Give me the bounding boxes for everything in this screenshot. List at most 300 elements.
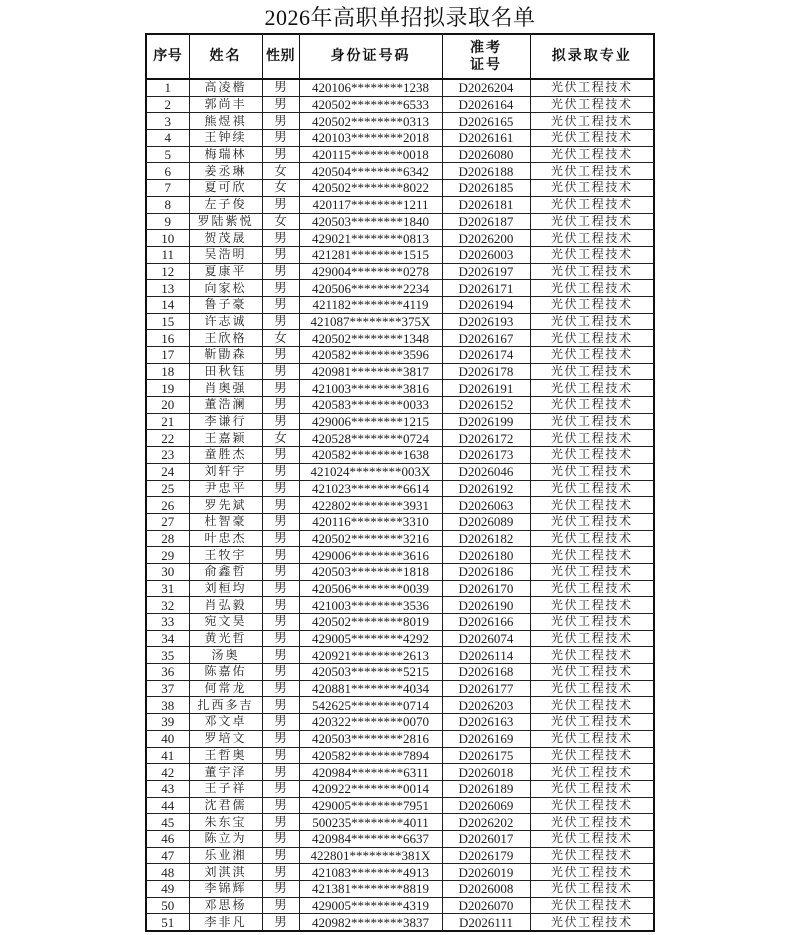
cell-gender: 男 [262,413,299,430]
cell-id-number: 420103********2018 [299,130,442,147]
cell-exam-number: D2026188 [442,163,530,180]
table-row [146,881,654,898]
cell-gender: 男 [262,597,299,614]
cell-exam-number: D2026187 [442,213,530,230]
table-row [146,463,654,480]
table-row [146,680,654,697]
cell-id-number: 420582********7894 [299,747,442,764]
cell-serial-number: 14 [146,296,189,313]
cell-id-number: 429005********4292 [299,630,442,647]
table-row [146,580,654,597]
table-body [146,79,654,931]
cell-admitted-major: 光伏工程技术 [530,480,654,497]
table-row [146,330,654,347]
cell-id-number: 422801********381X [299,847,442,864]
cell-exam-number: D2026186 [442,563,530,580]
cell-serial-number: 36 [146,664,189,681]
cell-name: 王嘉颖 [189,430,262,447]
cell-id-number: 420503********5215 [299,664,442,681]
cell-id-number: 420502********0313 [299,113,442,130]
cell-gender: 男 [262,463,299,480]
cell-gender: 男 [262,697,299,714]
cell-exam-number: D2026203 [442,697,530,714]
header-admitted-major: 拟录取专业 [530,34,654,79]
cell-exam-number: D2026191 [442,380,530,397]
cell-exam-number: D2026008 [442,881,530,898]
cell-admitted-major: 光伏工程技术 [530,163,654,180]
cell-admitted-major: 光伏工程技术 [530,680,654,697]
cell-name: 王牧宇 [189,547,262,564]
cell-exam-number: D2026161 [442,130,530,147]
cell-serial-number: 13 [146,280,189,297]
cell-id-number: 420322********0070 [299,714,442,731]
cell-serial-number: 10 [146,230,189,247]
cell-serial-number: 28 [146,530,189,547]
table-row [146,664,654,681]
cell-serial-number: 46 [146,830,189,847]
cell-exam-number: D2026179 [442,847,530,864]
cell-admitted-major: 光伏工程技术 [530,780,654,797]
cell-admitted-major: 光伏工程技术 [530,146,654,163]
table-row [146,96,654,113]
cell-admitted-major: 光伏工程技术 [530,413,654,430]
cell-gender: 男 [262,230,299,247]
cell-id-number: 420921********2613 [299,647,442,664]
cell-admitted-major: 光伏工程技术 [530,230,654,247]
table-row [146,230,654,247]
cell-serial-number: 22 [146,430,189,447]
cell-gender: 男 [262,79,299,96]
cell-serial-number: 39 [146,714,189,731]
cell-serial-number: 8 [146,196,189,213]
cell-serial-number: 38 [146,697,189,714]
cell-admitted-major: 光伏工程技术 [530,347,654,364]
cell-exam-number: D2026199 [442,413,530,430]
cell-gender: 男 [262,847,299,864]
table-row [146,630,654,647]
table-row [146,413,654,430]
cell-name: 罗先斌 [189,497,262,514]
table-row [146,146,654,163]
cell-gender: 男 [262,447,299,464]
cell-admitted-major: 光伏工程技术 [530,246,654,263]
table-row [146,380,654,397]
cell-gender: 女 [262,163,299,180]
cell-name: 肖奥强 [189,380,262,397]
cell-serial-number: 6 [146,163,189,180]
header-exam-number-line2: 证号 [470,56,502,73]
cell-gender: 男 [262,246,299,263]
cell-admitted-major: 光伏工程技术 [530,497,654,514]
cell-serial-number: 44 [146,797,189,814]
cell-gender: 男 [262,864,299,881]
cell-name: 李锦辉 [189,881,262,898]
cell-gender: 男 [262,547,299,564]
cell-id-number: 420503********1818 [299,563,442,580]
cell-id-number: 429006********3616 [299,547,442,564]
cell-id-number: 429021********0813 [299,230,442,247]
cell-admitted-major: 光伏工程技术 [530,814,654,831]
cell-id-number: 420117********1211 [299,196,442,213]
cell-exam-number: D2026197 [442,263,530,280]
table-row [146,397,654,414]
cell-exam-number: D2026204 [442,79,530,96]
admission-roster-table [145,33,655,932]
cell-serial-number: 25 [146,480,189,497]
cell-name: 尹忠平 [189,480,262,497]
cell-gender: 男 [262,363,299,380]
table-row [146,897,654,914]
cell-exam-number: D2026111 [442,914,530,931]
cell-serial-number: 30 [146,563,189,580]
cell-id-number: 420583********0033 [299,397,442,414]
cell-id-number: 421281********1515 [299,246,442,263]
cell-serial-number: 34 [146,630,189,647]
cell-id-number: 420506********0039 [299,580,442,597]
document-title: 2026年高职单招拟录取名单 [264,5,536,30]
cell-admitted-major: 光伏工程技术 [530,864,654,881]
cell-admitted-major: 光伏工程技术 [530,213,654,230]
cell-serial-number: 31 [146,580,189,597]
cell-exam-number: D2026166 [442,614,530,631]
cell-serial-number: 45 [146,814,189,831]
cell-name: 田秋钰 [189,363,262,380]
cell-admitted-major: 光伏工程技术 [530,280,654,297]
cell-exam-number: D2026046 [442,463,530,480]
cell-name: 陈嘉佑 [189,664,262,681]
cell-gender: 男 [262,814,299,831]
cell-gender: 女 [262,330,299,347]
cell-gender: 男 [262,664,299,681]
table-row [146,180,654,197]
cell-admitted-major: 光伏工程技术 [530,914,654,931]
cell-exam-number: D2026152 [442,397,530,414]
table-row [146,814,654,831]
cell-admitted-major: 光伏工程技术 [530,881,654,898]
table-header [146,34,654,79]
cell-name: 邓思杨 [189,897,262,914]
table-row [146,530,654,547]
cell-admitted-major: 光伏工程技术 [530,764,654,781]
cell-exam-number: D2026089 [442,513,530,530]
cell-id-number: 429005********4319 [299,897,442,914]
header-exam-number [442,34,530,79]
cell-exam-number: D2026165 [442,113,530,130]
cell-gender: 女 [262,180,299,197]
table-row [146,547,654,564]
table-row [146,163,654,180]
cell-name: 童胜杰 [189,447,262,464]
cell-admitted-major: 光伏工程技术 [530,730,654,747]
cell-serial-number: 26 [146,497,189,514]
cell-exam-number: D2026202 [442,814,530,831]
cell-exam-number: D2026189 [442,780,530,797]
cell-id-number: 420922********0014 [299,780,442,797]
cell-serial-number: 37 [146,680,189,697]
cell-name: 刘淇淇 [189,864,262,881]
cell-exam-number: D2026164 [442,96,530,113]
cell-name: 沈君儒 [189,797,262,814]
cell-id-number: 420502********1348 [299,330,442,347]
cell-exam-number: D2026170 [442,580,530,597]
cell-gender: 男 [262,580,299,597]
table-row [146,697,654,714]
cell-serial-number: 23 [146,447,189,464]
cell-name: 靳勖森 [189,347,262,364]
header-gender: 性别 [262,34,299,79]
cell-admitted-major: 光伏工程技术 [530,513,654,530]
cell-serial-number: 3 [146,113,189,130]
cell-admitted-major: 光伏工程技术 [530,313,654,330]
cell-exam-number: D2026181 [442,196,530,213]
header-exam-number-line1: 准考 [470,39,502,56]
table-row [146,480,654,497]
cell-admitted-major: 光伏工程技术 [530,463,654,480]
cell-id-number: 429004********0278 [299,263,442,280]
cell-exam-number: D2026173 [442,447,530,464]
table-row [146,647,654,664]
cell-gender: 男 [262,146,299,163]
cell-gender: 男 [262,380,299,397]
cell-name: 梅瑞林 [189,146,262,163]
table-row [146,196,654,213]
cell-serial-number: 50 [146,897,189,914]
cell-gender: 男 [262,780,299,797]
table-row [146,730,654,747]
cell-exam-number: D2026178 [442,363,530,380]
table-row [146,513,654,530]
cell-id-number: 420106********1238 [299,79,442,96]
cell-id-number: 421381********8819 [299,881,442,898]
table-row [146,280,654,297]
table-row [146,847,654,864]
cell-exam-number: D2026190 [442,597,530,614]
table-row [146,263,654,280]
table-row [146,313,654,330]
cell-gender: 男 [262,614,299,631]
cell-gender: 男 [262,296,299,313]
cell-name: 郭尚丰 [189,96,262,113]
cell-name: 夏可欣 [189,180,262,197]
cell-serial-number: 4 [146,130,189,147]
cell-admitted-major: 光伏工程技术 [530,830,654,847]
cell-name: 宛文昊 [189,614,262,631]
table-row [146,213,654,230]
cell-admitted-major: 光伏工程技术 [530,180,654,197]
cell-exam-number: D2026080 [442,146,530,163]
table-row [146,764,654,781]
cell-admitted-major: 光伏工程技术 [530,447,654,464]
cell-exam-number: D2026172 [442,430,530,447]
cell-name: 吴浩明 [189,246,262,263]
table-row [146,113,654,130]
cell-exam-number: D2026163 [442,714,530,731]
cell-admitted-major: 光伏工程技术 [530,630,654,647]
cell-name: 黄光哲 [189,630,262,647]
cell-serial-number: 48 [146,864,189,881]
cell-id-number: 420503********1840 [299,213,442,230]
cell-name: 刘轩宇 [189,463,262,480]
header-id-number: 身份证号码 [299,34,442,79]
cell-gender: 女 [262,213,299,230]
cell-exam-number: D2026017 [442,830,530,847]
cell-id-number: 420502********8019 [299,614,442,631]
cell-name: 王子祥 [189,780,262,797]
cell-serial-number: 17 [146,347,189,364]
table-row [146,447,654,464]
table-row [146,563,654,580]
cell-admitted-major: 光伏工程技术 [530,397,654,414]
cell-name: 李谦行 [189,413,262,430]
cell-exam-number: D2026003 [442,246,530,263]
table-row [146,614,654,631]
cell-id-number: 420502********6533 [299,96,442,113]
cell-id-number: 420582********1638 [299,447,442,464]
cell-admitted-major: 光伏工程技术 [530,614,654,631]
cell-serial-number: 15 [146,313,189,330]
cell-exam-number: D2026171 [442,280,530,297]
cell-exam-number: D2026019 [442,864,530,881]
cell-id-number: 420981********3817 [299,363,442,380]
cell-gender: 男 [262,730,299,747]
cell-gender: 男 [262,914,299,931]
cell-name: 刘桓均 [189,580,262,597]
cell-admitted-major: 光伏工程技术 [530,113,654,130]
cell-name: 朱东宝 [189,814,262,831]
cell-gender: 男 [262,830,299,847]
cell-serial-number: 19 [146,380,189,397]
cell-admitted-major: 光伏工程技术 [530,580,654,597]
cell-exam-number: D2026114 [442,647,530,664]
cell-name: 左子俊 [189,196,262,213]
header-name: 姓名 [189,34,262,79]
cell-admitted-major: 光伏工程技术 [530,847,654,864]
cell-serial-number: 33 [146,614,189,631]
cell-serial-number: 5 [146,146,189,163]
header-row [146,34,654,79]
cell-gender: 男 [262,96,299,113]
cell-admitted-major: 光伏工程技术 [530,597,654,614]
cell-name: 罗陆紫悦 [189,213,262,230]
table-row [146,430,654,447]
cell-gender: 男 [262,881,299,898]
cell-id-number: 420504********6342 [299,163,442,180]
cell-serial-number: 40 [146,730,189,747]
cell-admitted-major: 光伏工程技术 [530,747,654,764]
cell-serial-number: 27 [146,513,189,530]
cell-serial-number: 47 [146,847,189,864]
cell-serial-number: 35 [146,647,189,664]
cell-gender: 男 [262,530,299,547]
cell-gender: 男 [262,113,299,130]
table-row [146,363,654,380]
cell-id-number: 421003********3536 [299,597,442,614]
cell-id-number: 420984********6637 [299,830,442,847]
cell-serial-number: 29 [146,547,189,564]
cell-admitted-major: 光伏工程技术 [530,363,654,380]
cell-admitted-major: 光伏工程技术 [530,430,654,447]
cell-serial-number: 2 [146,96,189,113]
cell-id-number: 420503********2816 [299,730,442,747]
cell-id-number: 420982********3837 [299,914,442,931]
cell-name: 董宇泽 [189,764,262,781]
cell-id-number: 500235********4011 [299,814,442,831]
cell-serial-number: 7 [146,180,189,197]
cell-id-number: 421023********6614 [299,480,442,497]
cell-gender: 男 [262,647,299,664]
cell-gender: 男 [262,513,299,530]
cell-serial-number: 11 [146,246,189,263]
cell-name: 罗培文 [189,730,262,747]
table-row [146,246,654,263]
cell-name: 叶忠杰 [189,530,262,547]
cell-id-number: 420115********0018 [299,146,442,163]
cell-name: 王哲奥 [189,747,262,764]
cell-name: 王欣格 [189,330,262,347]
cell-admitted-major: 光伏工程技术 [530,263,654,280]
cell-name: 扎西多吉 [189,697,262,714]
cell-gender: 男 [262,680,299,697]
cell-serial-number: 49 [146,881,189,898]
cell-serial-number: 18 [146,363,189,380]
cell-admitted-major: 光伏工程技术 [530,897,654,914]
cell-gender: 男 [262,797,299,814]
table-row [146,347,654,364]
cell-exam-number: D2026174 [442,347,530,364]
table-row [146,797,654,814]
cell-id-number: 429005********7951 [299,797,442,814]
cell-admitted-major: 光伏工程技术 [530,296,654,313]
cell-serial-number: 20 [146,397,189,414]
cell-id-number: 421024********003X [299,463,442,480]
cell-admitted-major: 光伏工程技术 [530,664,654,681]
cell-id-number: 421083********4913 [299,864,442,881]
cell-exam-number: D2026175 [442,747,530,764]
cell-gender: 男 [262,630,299,647]
cell-gender: 男 [262,747,299,764]
cell-gender: 男 [262,130,299,147]
cell-id-number: 422802********3931 [299,497,442,514]
cell-id-number: 420502********3216 [299,530,442,547]
cell-admitted-major: 光伏工程技术 [530,96,654,113]
cell-admitted-major: 光伏工程技术 [530,697,654,714]
cell-name: 高凌楷 [189,79,262,96]
table-row [146,830,654,847]
table-row [146,864,654,881]
cell-name: 杜智豪 [189,513,262,530]
cell-name: 陈立为 [189,830,262,847]
cell-gender: 男 [262,897,299,914]
cell-admitted-major: 光伏工程技术 [530,530,654,547]
cell-admitted-major: 光伏工程技术 [530,196,654,213]
cell-exam-number: D2026018 [442,764,530,781]
table-row [146,747,654,764]
cell-exam-number: D2026070 [442,897,530,914]
cell-id-number: 421182********4119 [299,296,442,313]
header-serial-number: 序号 [146,34,189,79]
cell-gender: 男 [262,397,299,414]
cell-name: 俞鑫哲 [189,563,262,580]
cell-name: 王钟续 [189,130,262,147]
cell-gender: 男 [262,764,299,781]
cell-name: 乐业湘 [189,847,262,864]
cell-serial-number: 41 [146,747,189,764]
cell-exam-number: D2026177 [442,680,530,697]
cell-name: 邓文卓 [189,714,262,731]
cell-serial-number: 42 [146,764,189,781]
cell-admitted-major: 光伏工程技术 [530,714,654,731]
cell-id-number: 420502********8022 [299,180,442,197]
